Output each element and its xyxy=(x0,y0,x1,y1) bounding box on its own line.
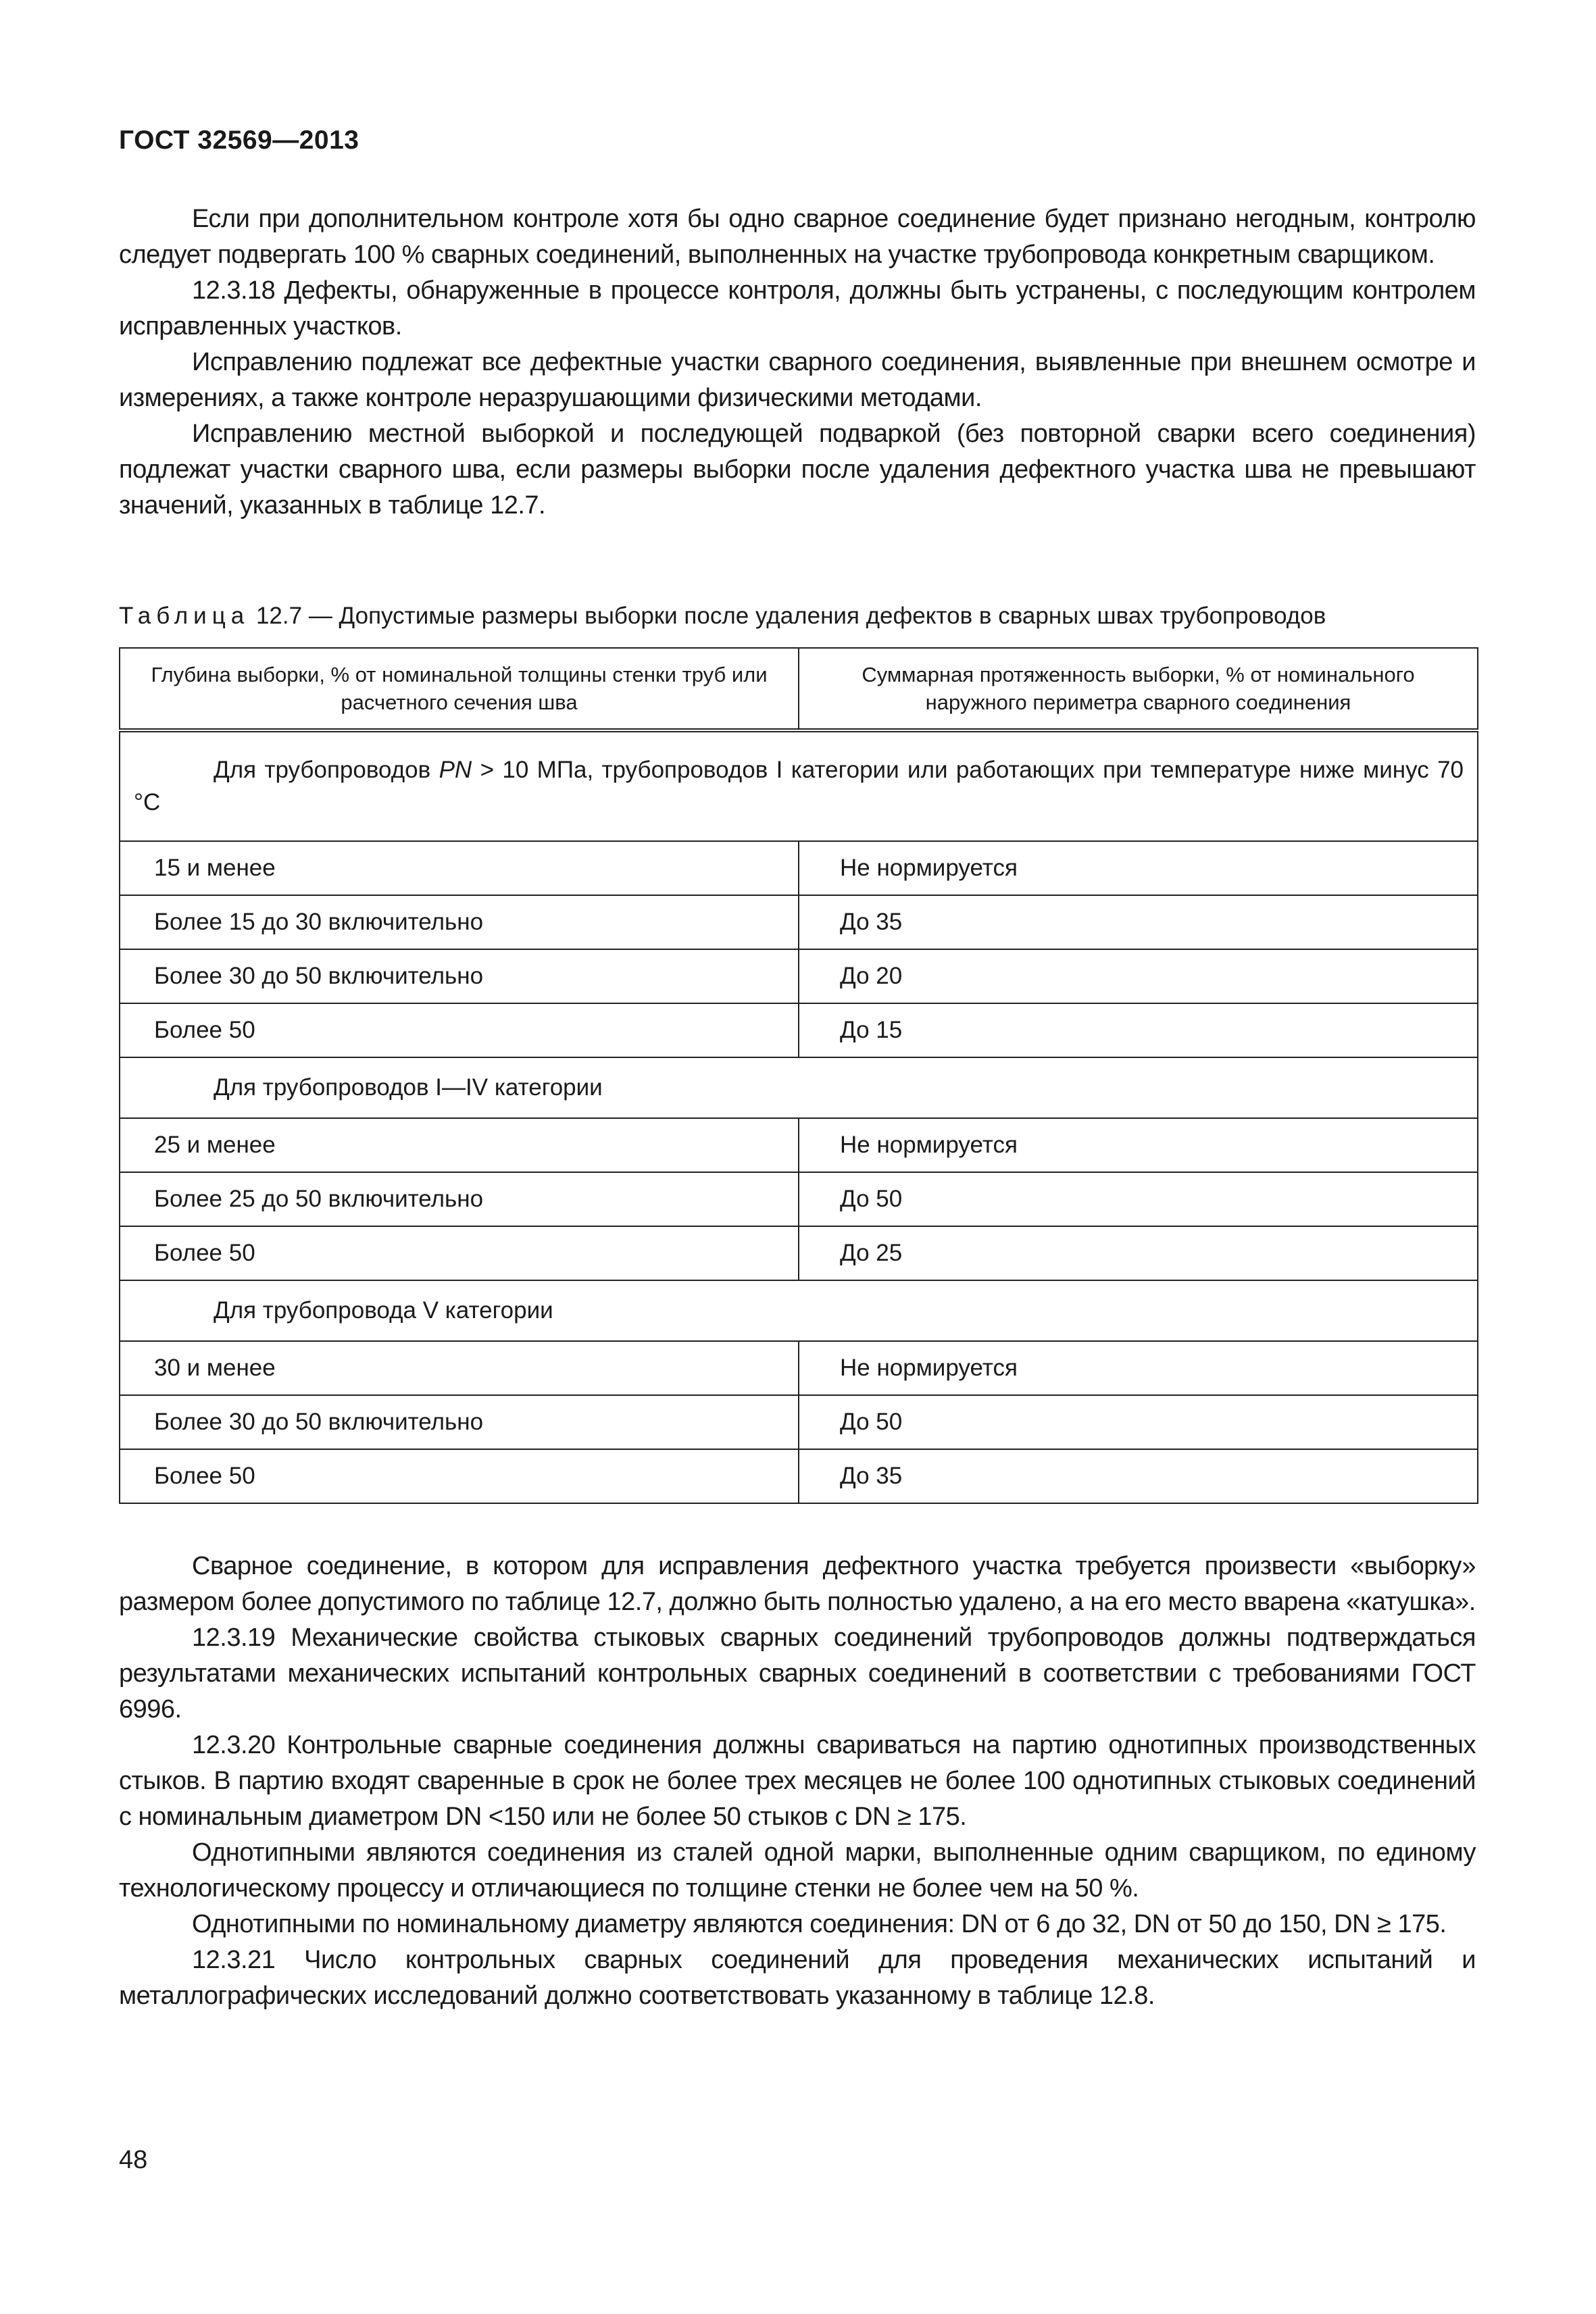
paragraph: Исправлению местной выборкой и последующей подваркой (без повторной сварки всего соединения) подлежат участки сварного шва, если размеры выборки после удаления дефектного участка шва не превышают значений, указанных в таблице 12.7. xyxy=(119,420,1476,520)
paragraph: Сварное соединение, в котором для исправления дефектного участка требуется произвести «выборку» размером более допустимого по таблице 12.7, должно быть полностью удалено, а на его место вварена «катушка». xyxy=(119,1552,1476,1616)
paragraph: 12.3.19 Механические свойства стыковых сварных соединений трубопроводов должны подтверждаться результатами механических испытаний контрольных сварных соединений в соответствии с требованиями ГОСТ 6996. xyxy=(119,1624,1476,1724)
table-row xyxy=(120,1395,1478,1449)
table-row xyxy=(120,949,1478,1003)
table-row xyxy=(120,841,1478,895)
table-cell-depth: Более 50 xyxy=(120,1003,799,1057)
paragraph: 12.3.18 Дефекты, обнаруженные в процессе контроля, должны быть устранены, с последующим контролем исправленных участков. xyxy=(119,276,1476,341)
table-cell-length: До 50 xyxy=(799,1395,1478,1449)
paragraph: Однотипными по номинальному диаметру являются соединения: DN от 6 до 32, DN от 50 до 150, DN ≥ 175. xyxy=(192,1910,1447,1938)
section-title-1: Для трубопроводов PN > 10 МПа, трубопроводов I категории или работающих при температуре ниже минус 70 °С xyxy=(120,730,1478,841)
paragraph: 12.3.21 Число контрольных сварных соединений для проведения механических испытаний и металлографических исследований должно соответствовать указанному в таблице 12.8. xyxy=(119,1946,1476,2010)
table-cell-depth: Более 25 до 50 включительно xyxy=(120,1172,799,1226)
table-cell-depth: 25 и менее xyxy=(120,1118,799,1172)
paragraph: Однотипными являются соединения из сталей одной марки, выполненные одним сварщиком, по единому технологическому процессу и отличающиеся по толщине стенки не более чем на 50 %. xyxy=(119,1838,1476,1903)
table-cell-depth: Более 50 xyxy=(120,1226,799,1280)
table-caption-prefix: Таблица xyxy=(119,603,250,629)
section-row xyxy=(120,730,1478,841)
table-cell-length: До 20 xyxy=(799,949,1478,1003)
table-cell-length: Не нормируется xyxy=(799,1341,1478,1395)
top-text-block xyxy=(119,201,1476,524)
table-cell-depth: 15 и менее xyxy=(120,841,799,895)
table-cell-depth: Более 50 xyxy=(120,1449,799,1503)
paragraph: Исправлению подлежат все дефектные участки сварного соединения, выявленные при внешнем осмотре и измерениях, а также контроле неразрушающими физическими методами. xyxy=(119,348,1476,412)
section-title-3: Для трубопровода V категории xyxy=(120,1280,1478,1341)
section-row xyxy=(120,1057,1478,1118)
section-row xyxy=(120,1280,1478,1341)
column-header-depth: Глубина выборки, % от номинальной толщины стенки труб или расчетного сечения шва xyxy=(120,648,799,730)
table-cell-depth: Более 30 до 50 включительно xyxy=(120,1395,799,1449)
table-cell-length: До 25 xyxy=(799,1226,1478,1280)
table-row xyxy=(120,1449,1478,1503)
table-cell-depth: 30 и менее xyxy=(120,1341,799,1395)
table-cell-length: До 15 xyxy=(799,1003,1478,1057)
table-cell-length: До 50 xyxy=(799,1172,1478,1226)
table-cell-length: Не нормируется xyxy=(799,1118,1478,1172)
table-caption xyxy=(119,600,1477,632)
table-row xyxy=(120,1226,1478,1280)
table-caption-text: 12.7 — Допустимые размеры выборки после удаления дефектов в сварных швах трубопроводов xyxy=(255,603,1326,629)
bottom-text-block xyxy=(119,1549,1476,2014)
table-cell-length: До 35 xyxy=(799,895,1478,949)
table-cell-length: До 35 xyxy=(799,1449,1478,1503)
table-row xyxy=(120,1118,1478,1172)
page-number: 48 xyxy=(119,2146,148,2174)
column-header-length: Суммарная протяженность выборки, % от номинального наружного периметра сварного соединения xyxy=(799,648,1478,730)
paragraph: Если при дополнительном контроле хотя бы одно сварное соединение будет признано негодным, контролю следует подвергать 100 % сварных соединений, выполненных на участке трубопровода конкретным сварщиком. xyxy=(119,205,1476,269)
table-row xyxy=(120,1172,1478,1226)
table-row xyxy=(120,1003,1478,1057)
table-row xyxy=(120,1341,1478,1395)
table-row xyxy=(120,895,1478,949)
paragraph: 12.3.20 Контрольные сварные соединения должны свариваться на партию однотипных производственных стыков. В партию входят сваренные в срок не более трех месяцев не более 100 однотипных стыковых соединений с номинальным диаметром DN <150 или не более 50 стыков с DN ≥ 175. xyxy=(119,1731,1476,1831)
table-header-row xyxy=(120,648,1478,730)
table-cell-depth: Более 15 до 30 включительно xyxy=(120,895,799,949)
table-cell-depth: Более 30 до 50 включительно xyxy=(120,949,799,1003)
table-cell-length: Не нормируется xyxy=(799,841,1478,895)
document-header: ГОСТ 32569—2013 xyxy=(119,126,359,155)
defect-sampling-table xyxy=(119,647,1478,1504)
section-title-2: Для трубопроводов I—IV категории xyxy=(120,1057,1478,1118)
